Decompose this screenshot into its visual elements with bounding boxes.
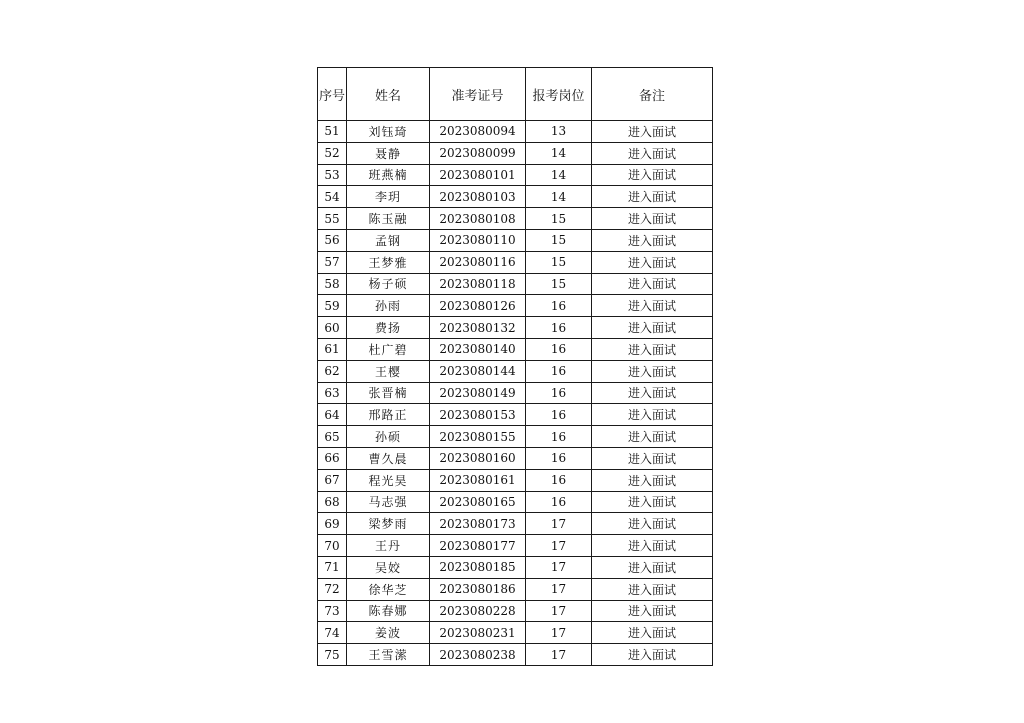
table-row: [318, 491, 713, 513]
cell-note: 进入面试: [592, 644, 713, 666]
cell-post: 15: [526, 229, 592, 251]
cell-note: 进入面试: [592, 513, 713, 535]
cell-exam-id: 2023080094: [430, 121, 526, 143]
table-row: [318, 338, 713, 360]
cell-seq: 66: [318, 447, 347, 469]
cell-post: 16: [526, 317, 592, 339]
cell-exam-id: 2023080132: [430, 317, 526, 339]
cell-exam-id: 2023080126: [430, 295, 526, 317]
cell-exam-id: 2023080110: [430, 229, 526, 251]
cell-seq: 70: [318, 535, 347, 557]
cell-name: 费扬: [347, 317, 430, 339]
cell-seq: 69: [318, 513, 347, 535]
cell-post: 16: [526, 426, 592, 448]
cell-exam-id: 2023080103: [430, 186, 526, 208]
cell-exam-id: 2023080177: [430, 535, 526, 557]
cell-exam-id: 2023080153: [430, 404, 526, 426]
cell-seq: 56: [318, 229, 347, 251]
cell-note: 进入面试: [592, 600, 713, 622]
cell-note: 进入面试: [592, 208, 713, 230]
cell-exam-id: 2023080118: [430, 273, 526, 295]
cell-post: 14: [526, 186, 592, 208]
cell-seq: 68: [318, 491, 347, 513]
interview-roster-table: [317, 67, 713, 666]
cell-name: 陈玉融: [347, 208, 430, 230]
cell-name: 王丹: [347, 535, 430, 557]
header-seq: 序号: [318, 68, 347, 121]
table-row: [318, 229, 713, 251]
cell-seq: 59: [318, 295, 347, 317]
cell-post: 17: [526, 600, 592, 622]
cell-seq: 52: [318, 142, 347, 164]
table-row: [318, 382, 713, 404]
table-row: [318, 142, 713, 164]
cell-post: 14: [526, 164, 592, 186]
table-row: [318, 622, 713, 644]
cell-seq: 58: [318, 273, 347, 295]
header-note: 备注: [592, 68, 713, 121]
cell-seq: 53: [318, 164, 347, 186]
cell-name: 孙硕: [347, 426, 430, 448]
cell-post: 17: [526, 556, 592, 578]
cell-post: 15: [526, 251, 592, 273]
table-row: [318, 273, 713, 295]
cell-seq: 62: [318, 360, 347, 382]
cell-post: 16: [526, 360, 592, 382]
table-row: [318, 404, 713, 426]
cell-post: 16: [526, 491, 592, 513]
cell-exam-id: 2023080140: [430, 338, 526, 360]
cell-seq: 74: [318, 622, 347, 644]
cell-name: 邢路正: [347, 404, 430, 426]
cell-seq: 63: [318, 382, 347, 404]
cell-note: 进入面试: [592, 578, 713, 600]
cell-note: 进入面试: [592, 404, 713, 426]
cell-name: 姜波: [347, 622, 430, 644]
cell-name: 张晋楠: [347, 382, 430, 404]
table-row: [318, 535, 713, 557]
cell-note: 进入面试: [592, 556, 713, 578]
cell-note: 进入面试: [592, 229, 713, 251]
table-row: [318, 208, 713, 230]
table-row: [318, 295, 713, 317]
table-body: [318, 121, 713, 666]
cell-note: 进入面试: [592, 273, 713, 295]
cell-note: 进入面试: [592, 447, 713, 469]
cell-exam-id: 2023080108: [430, 208, 526, 230]
table-row: [318, 317, 713, 339]
cell-note: 进入面试: [592, 469, 713, 491]
cell-note: 进入面试: [592, 535, 713, 557]
table-row: [318, 447, 713, 469]
cell-note: 进入面试: [592, 251, 713, 273]
table-row: [318, 513, 713, 535]
table-row: [318, 644, 713, 666]
cell-seq: 64: [318, 404, 347, 426]
cell-exam-id: 2023080101: [430, 164, 526, 186]
cell-name: 刘钰琦: [347, 121, 430, 143]
cell-exam-id: 2023080165: [430, 491, 526, 513]
cell-name: 杜广碧: [347, 338, 430, 360]
cell-note: 进入面试: [592, 382, 713, 404]
cell-post: 17: [526, 622, 592, 644]
cell-exam-id: 2023080228: [430, 600, 526, 622]
cell-seq: 61: [318, 338, 347, 360]
cell-post: 16: [526, 382, 592, 404]
cell-name: 孙雨: [347, 295, 430, 317]
cell-seq: 75: [318, 644, 347, 666]
cell-seq: 67: [318, 469, 347, 491]
cell-post: 16: [526, 338, 592, 360]
table-row: [318, 251, 713, 273]
cell-exam-id: 2023080116: [430, 251, 526, 273]
cell-post: 17: [526, 578, 592, 600]
cell-post: 16: [526, 447, 592, 469]
cell-note: 进入面试: [592, 338, 713, 360]
table-header: [318, 68, 713, 121]
cell-note: 进入面试: [592, 426, 713, 448]
cell-exam-id: 2023080186: [430, 578, 526, 600]
cell-name: 马志强: [347, 491, 430, 513]
table-row: [318, 186, 713, 208]
cell-note: 进入面试: [592, 317, 713, 339]
cell-seq: 71: [318, 556, 347, 578]
cell-name: 李玥: [347, 186, 430, 208]
table-row: [318, 121, 713, 143]
table-row: [318, 426, 713, 448]
header-name: 姓名: [347, 68, 430, 121]
cell-seq: 54: [318, 186, 347, 208]
cell-exam-id: 2023080155: [430, 426, 526, 448]
cell-seq: 51: [318, 121, 347, 143]
header-row: [318, 68, 713, 121]
cell-note: 进入面试: [592, 491, 713, 513]
cell-note: 进入面试: [592, 622, 713, 644]
table-row: [318, 360, 713, 382]
cell-name: 陈春娜: [347, 600, 430, 622]
header-exam-id: 准考证号: [430, 68, 526, 121]
cell-note: 进入面试: [592, 142, 713, 164]
cell-post: 16: [526, 469, 592, 491]
cell-name: 吴姣: [347, 556, 430, 578]
cell-seq: 60: [318, 317, 347, 339]
cell-exam-id: 2023080161: [430, 469, 526, 491]
cell-name: 杨子硕: [347, 273, 430, 295]
cell-seq: 57: [318, 251, 347, 273]
cell-name: 曹久晨: [347, 447, 430, 469]
cell-note: 进入面试: [592, 295, 713, 317]
cell-seq: 65: [318, 426, 347, 448]
table-row: [318, 469, 713, 491]
cell-note: 进入面试: [592, 121, 713, 143]
cell-seq: 73: [318, 600, 347, 622]
table-row: [318, 578, 713, 600]
cell-note: 进入面试: [592, 360, 713, 382]
cell-name: 王樱: [347, 360, 430, 382]
table-row: [318, 556, 713, 578]
cell-name: 班燕楠: [347, 164, 430, 186]
cell-name: 聂静: [347, 142, 430, 164]
cell-post: 16: [526, 404, 592, 426]
cell-exam-id: 2023080173: [430, 513, 526, 535]
cell-exam-id: 2023080231: [430, 622, 526, 644]
cell-seq: 55: [318, 208, 347, 230]
cell-post: 17: [526, 644, 592, 666]
cell-name: 孟钢: [347, 229, 430, 251]
header-post: 报考岗位: [526, 68, 592, 121]
cell-name: 王梦雅: [347, 251, 430, 273]
cell-name: 王雪潆: [347, 644, 430, 666]
cell-exam-id: 2023080149: [430, 382, 526, 404]
cell-exam-id: 2023080160: [430, 447, 526, 469]
cell-post: 17: [526, 535, 592, 557]
cell-name: 程光昊: [347, 469, 430, 491]
cell-name: 徐华芝: [347, 578, 430, 600]
cell-exam-id: 2023080099: [430, 142, 526, 164]
cell-seq: 72: [318, 578, 347, 600]
cell-post: 16: [526, 295, 592, 317]
cell-exam-id: 2023080144: [430, 360, 526, 382]
table-row: [318, 164, 713, 186]
cell-post: 17: [526, 513, 592, 535]
cell-exam-id: 2023080238: [430, 644, 526, 666]
table-row: [318, 600, 713, 622]
cell-note: 进入面试: [592, 186, 713, 208]
cell-name: 梁梦雨: [347, 513, 430, 535]
cell-post: 13: [526, 121, 592, 143]
cell-post: 15: [526, 208, 592, 230]
cell-post: 14: [526, 142, 592, 164]
cell-note: 进入面试: [592, 164, 713, 186]
cell-exam-id: 2023080185: [430, 556, 526, 578]
cell-post: 15: [526, 273, 592, 295]
